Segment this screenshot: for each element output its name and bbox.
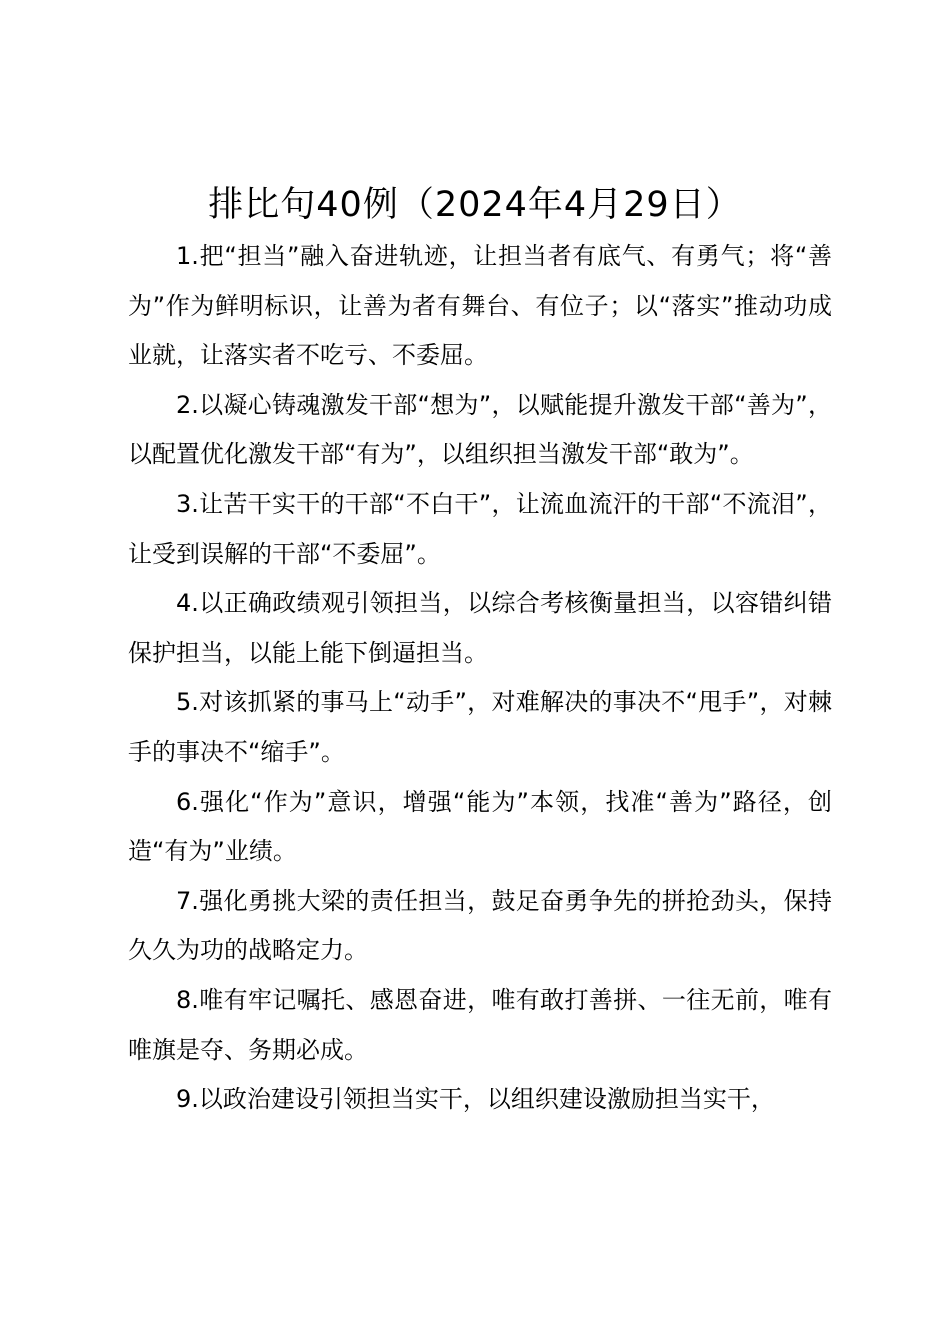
document-title: 排比句40例（2024年4月29日） — [208, 185, 742, 225]
paragraph-4: 4.以正确政绩观引领担当，以综合考核衡量担当，以容错纠错保护担当，以能上能下倒逼担当。 — [128, 589, 832, 667]
paragraph-1: 1.把“担当”融入奋进轨迹，让担当者有底气、有勇气；将“善为”作为鲜明标识，让善为者有舞台、有位子；以“落实”推动功成业就，让落实者不吃亏、不委屈。 — [128, 242, 832, 370]
paragraph-6: 6.强化“作为”意识，增强“能为”本领，找准“善为”路径，创造“有为”业绩。 — [128, 787, 832, 866]
paragraph-2: 2.以凝心铸魂激发干部“想为”，以赋能提升激发干部“善为”，以配置优化激发干部“有为”，以组织担当激发干部“敢为”。 — [128, 390, 832, 469]
paragraph-8: 8.唯有牢记嘱托、感恩奋进，唯有敢打善拼、一往无前，唯有唯旗是夺、务期必成。 — [128, 985, 832, 1064]
paragraph-5: 5.对该抓紧的事马上“动手”，对难解决的事决不“甩手”，对棘手的事决不“缩手”。 — [128, 688, 832, 766]
paragraph-7: 7.强化勇挑大梁的责任担当，鼓足奋勇争先的拼抢劲头，保持久久为功的战略定力。 — [128, 886, 832, 965]
paragraph-9: 9.以政治建设引领担当实干，以组织建设激励担当实干， — [176, 1085, 775, 1114]
paragraph-3: 3.让苦干实干的干部“不白干”，让流血流汗的干部“不流泪”，让受到误解的干部“不委屈”。 — [128, 489, 832, 568]
document-body — [128, 232, 832, 1125]
